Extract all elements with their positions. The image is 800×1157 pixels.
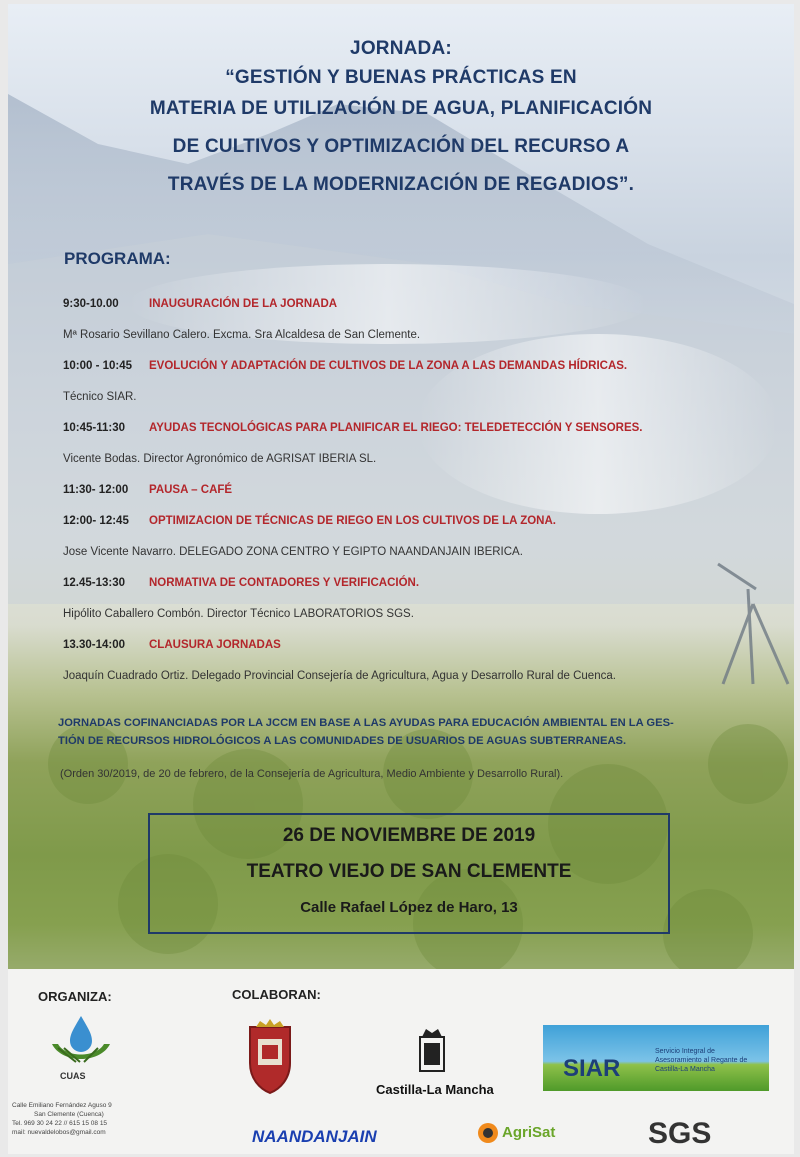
cuas-address-1: Calle Emiliano Fernández Aguso 9 [12, 1102, 112, 1109]
schedule-topic: NORMATIVA DE CONTADORES Y VERIFICACIÓN. [149, 576, 420, 589]
organiza-label: ORGANIZA: [38, 989, 112, 1004]
schedule-row [63, 288, 763, 319]
title-line-2: MATERIA DE UTILIZACIÓN DE AGUA, PLANIFICACIÓN [149, 98, 653, 119]
orden-reference: (Orden 30/2019, de 20 de febrero, de la Consejería de Agricultura, Medio Ambiente y Desarrollo Rural). [60, 768, 564, 780]
sponsors-footer [8, 969, 794, 1154]
schedule-time: 12.45-13:30 [63, 576, 126, 589]
schedule-time: 11:30- 12:00 [63, 483, 129, 496]
title-line-4: TRAVÉS DE LA MODERNIZACIÓN DE REGADIOS”. [167, 174, 635, 195]
schedule-time: 12:00- 12:45 [63, 514, 129, 527]
cuas-contact [12, 1101, 112, 1137]
schedule-topic: AYUDAS TECNOLÓGICAS PARA PLANIFICAR EL RIEGO: TELEDETECCIÓN Y SENSORES. [149, 421, 643, 434]
schedule-speaker: Mª Rosario Sevillano Calero. Excma. Sra Alcaldesa de San Clemente. [63, 328, 421, 341]
event-date: 26 DE NOVIEMBRE DE 2019 [282, 825, 536, 846]
agrisat-logo-icon [476, 1121, 500, 1145]
schedule-row [63, 567, 763, 598]
event-venue: TEATRO VIEJO DE SAN CLEMENTE [246, 861, 572, 882]
schedule-speaker: Técnico SIAR. [63, 390, 137, 403]
event-info-box [148, 813, 670, 934]
cofinanciadas-note [58, 714, 778, 750]
schedule-speaker: Hipólito Caballero Combón. Director Técnico LABORATORIOS SGS. [63, 607, 414, 620]
siar-logo [543, 1025, 769, 1091]
siar-description: Servicio Integral de Asesoramiento al Regante de Castilla-La Mancha [655, 1048, 748, 1073]
siar-logo-text: SIAR [563, 1055, 621, 1082]
event-address: Calle Rafael López de Haro, 13 [300, 899, 518, 916]
castilla-la-mancha-emblem-icon [416, 1027, 448, 1073]
cuas-phone: Tel. 969 30 24 22 // 615 15 08 15 [12, 1120, 108, 1127]
cuas-address-2: San Clemente (Cuenca) [34, 1111, 104, 1118]
schedule-speaker: Jose Vicente Navarro. DELEGADO ZONA CENTRO Y EGIPTO NAANDANJAIN IBERICA. [63, 545, 523, 558]
schedule-row [63, 350, 763, 381]
schedule-time: 9:30-10.00 [63, 297, 119, 310]
event-type-heading: JORNADA: [350, 38, 452, 59]
schedule-row [63, 474, 763, 505]
schedule-topic: PAUSA – CAFÉ [149, 483, 233, 496]
sgs-logo: SGS [648, 1117, 712, 1150]
agrisat-logo: AgriSat [502, 1124, 556, 1141]
programa-heading: PROGRAMA: [64, 249, 171, 268]
cofinanciadas-line-1: JORNADAS COFINANCIADAS POR LA JCCM EN BASE A LAS AYUDAS PARA EDUCACIÓN AMBIENTAL EN LA GES- [58, 717, 674, 729]
castilla-la-mancha-label: Castilla-La Mancha [376, 1082, 494, 1097]
schedule-topic: EVOLUCIÓN Y ADAPTACIÓN DE CULTIVOS DE LA ZONA A LAS DEMANDAS HÍDRICAS. [149, 359, 628, 372]
schedule-row [63, 505, 763, 536]
naandanjain-logo: NAANDANJAIN [252, 1127, 377, 1146]
schedule-time: 13.30-14:00 [63, 638, 126, 651]
title-line-3: DE CULTIVOS Y OPTIMIZACIÓN DEL RECURSO A [172, 136, 630, 157]
cuas-logo-icon [48, 1014, 114, 1070]
title-line-1: “GESTIÓN Y BUENAS PRÁCTICAS EN [225, 67, 577, 88]
schedule-speaker: Vicente Bodas. Director Agronómico de AGRISAT IBERIA SL. [63, 452, 377, 465]
schedule-topic: CLAUSURA JORNADAS [149, 638, 281, 651]
cuas-name: CUAS [60, 1071, 86, 1081]
schedule-time: 10:45-11:30 [63, 421, 126, 434]
schedule-topic: INAUGURACIÓN DE LA JORNADA [149, 297, 338, 310]
cuas-email: mail: nuevaldelobos@gmail.com [12, 1129, 106, 1136]
schedule [63, 288, 763, 691]
cofinanciadas-line-2: TIÓN DE RECURSOS HIDROLÓGICOS A LAS COMUNIDADES DE USUARIOS DE AGUAS SUBTERRANEAS. [58, 735, 627, 747]
event-poster [8, 4, 794, 1154]
schedule-row [63, 629, 763, 660]
schedule-row [63, 412, 763, 443]
schedule-topic: OPTIMIZACION DE TÉCNICAS DE RIEGO EN LOS CULTIVOS DE LA ZONA. [149, 514, 556, 527]
colaboran-label: COLABORAN: [232, 987, 321, 1002]
schedule-speaker: Joaquín Cuadrado Ortiz. Delegado Provincial Consejería de Agricultura, Agua y Desarrollo Rural de Cuenca. [63, 669, 616, 682]
schedule-time: 10:00 - 10:45 [63, 359, 133, 372]
san-clemente-coat-of-arms-icon [240, 1019, 300, 1095]
